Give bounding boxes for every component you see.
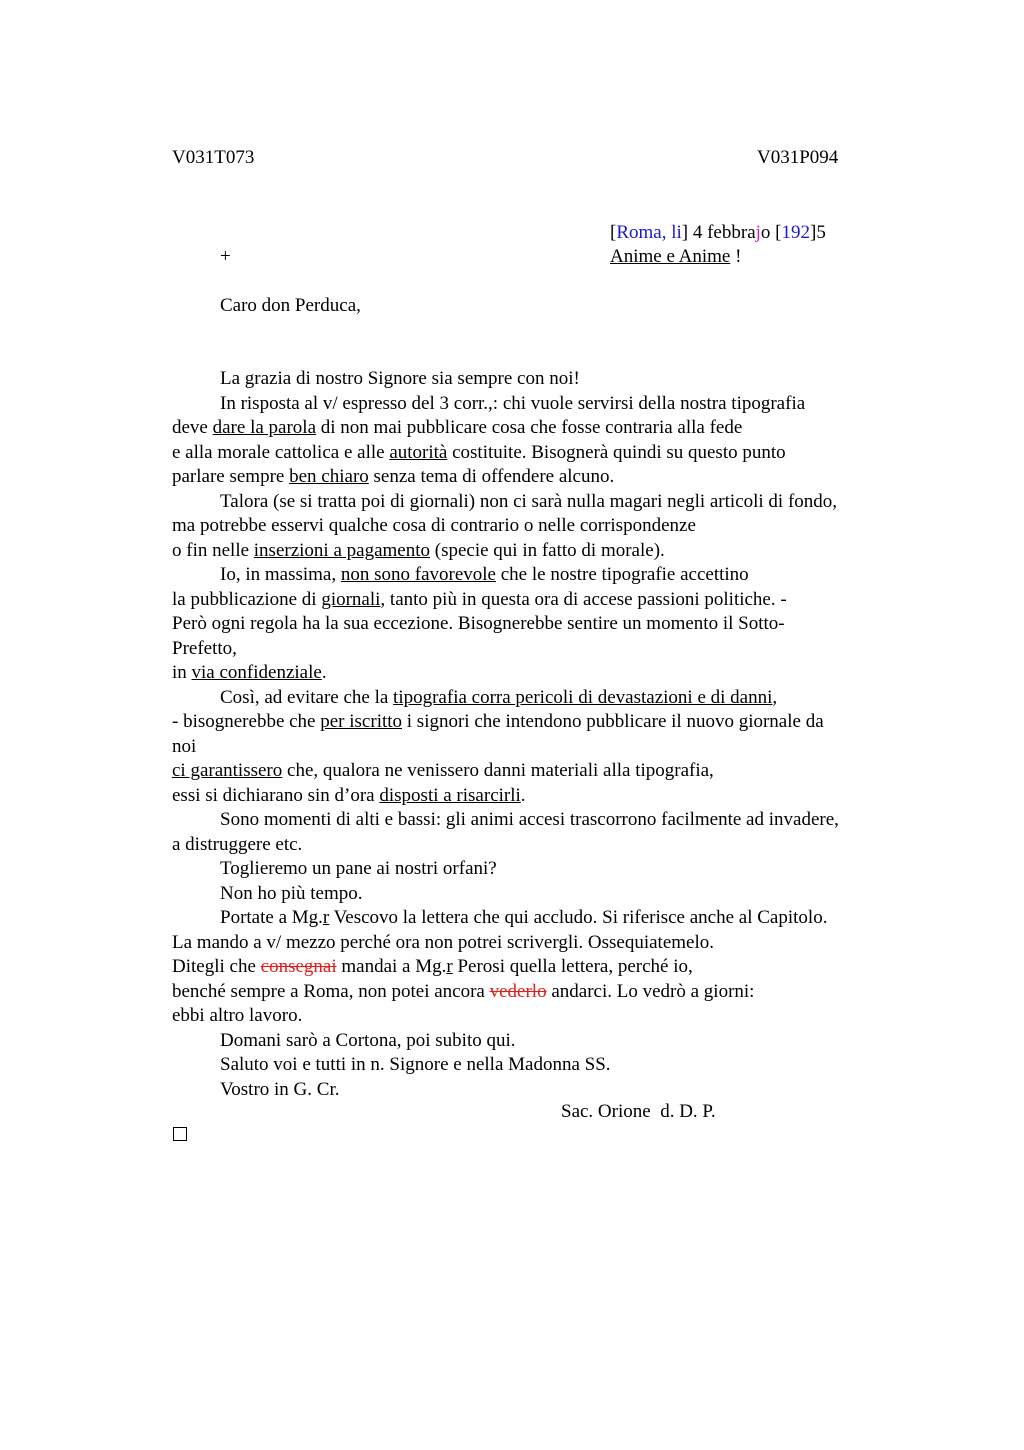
line: Portate a Mg.r Vescovo la lettera che qui accludo. Si riferisce anche al Capitolo.: [220, 907, 828, 928]
line: Non ho più tempo.: [220, 882, 363, 904]
line: Saluto voi e tutti in n. Signore e nella Madonna SS.: [220, 1054, 611, 1075]
dateline-place: Roma, li: [616, 222, 682, 243]
line: essi si dichiarano sin d’ora disposti a risarcirli.: [172, 784, 526, 806]
line: La mando a v/ mezzo perché ora non potrei scrivergli. Ossequiatemelo.: [172, 931, 715, 953]
dateline: [Roma, li] 4 febbrajo [192]5: [610, 222, 826, 243]
cross-mark: +: [220, 246, 231, 267]
line: Talora (se si tratta poi di giornali) non ci sarà nulla magari negli articoli di fondo,: [220, 490, 838, 512]
dateline-year: 192: [781, 222, 810, 243]
struck-word: vederlo: [489, 980, 547, 1002]
line: ma potrebbe esservi qualche cosa di contrario o nelle corrispondenze: [172, 515, 696, 536]
subject-title: Anime e Anime: [610, 246, 731, 267]
line: a distruggere etc.: [172, 833, 303, 855]
line: Ditegli che consegnai mandai a Mg.r Perosi quella lettera, perché io,: [172, 956, 693, 977]
line: Prefetto,: [172, 637, 237, 659]
line: La grazia di nostro Signore sia sempre con noi!: [220, 368, 580, 389]
salutation: Caro don Perduca,: [220, 295, 361, 316]
line: la pubblicazione di giornali, tanto più in questa ora di accese passioni politiche. -: [172, 588, 787, 610]
line: noi: [172, 735, 197, 757]
line: Io, in massima, non sono favorevole che le nostre tipografie accettino: [220, 564, 749, 585]
line: benché sempre a Roma, non potei ancora vederlo andarci. Lo vedrò a giorni:: [172, 980, 755, 1002]
line: o fin nelle inserzioni a pagamento (specie qui in fatto di morale).: [172, 539, 665, 561]
line: Domani sarò a Cortona, poi subito qui.: [220, 1029, 516, 1051]
struck-word: consegnai: [260, 956, 337, 977]
line: Così, ad evitare che la tipografia corra pericoli di devastazioni e di danni,: [220, 686, 778, 708]
line: ci garantissero che, qualora ne venissero danni materiali alla tipografia,: [172, 760, 714, 781]
dateline-j: j: [755, 222, 761, 243]
square-outline-icon: [173, 1127, 187, 1141]
line: Vostro in G. Cr.: [220, 1078, 340, 1100]
signature: Sac. Orione d. D. P.: [561, 1101, 716, 1122]
subject-line: Anime e Anime !: [610, 246, 742, 267]
line: in via confidenziale.: [172, 662, 327, 683]
right-code: V031P094: [757, 147, 839, 168]
line: e alla morale cattolica e alle autorità costituite. Bisognerà quindi su questo punto: [172, 441, 786, 463]
left-code: V031T073: [172, 147, 255, 168]
line: Toglieremo un pane ai nostri orfani?: [220, 858, 497, 879]
line: deve dare la parola di non mai pubblicare cosa che fosse contraria alla fede: [172, 417, 743, 438]
line: parlare sempre ben chiaro senza tema di offendere alcuno.: [172, 466, 615, 487]
line: - bisognerebbe che per iscritto i signori che intendono pubblicare il nuovo giornale da: [172, 711, 824, 732]
line: In risposta al v/ espresso del 3 corr.,: chi vuole servirsi della nostra tipografia: [220, 392, 806, 414]
line: Però ogni regola ha la sua eccezione. Bisognerebbe sentire un momento il Sotto-: [172, 613, 785, 634]
line: ebbi altro lavoro.: [172, 1005, 303, 1026]
letter-body: [172, 367, 902, 1102]
line: Sono momenti di alti e bassi: gli animi accesi trascorrono facilmente ad invadere,: [220, 809, 839, 830]
